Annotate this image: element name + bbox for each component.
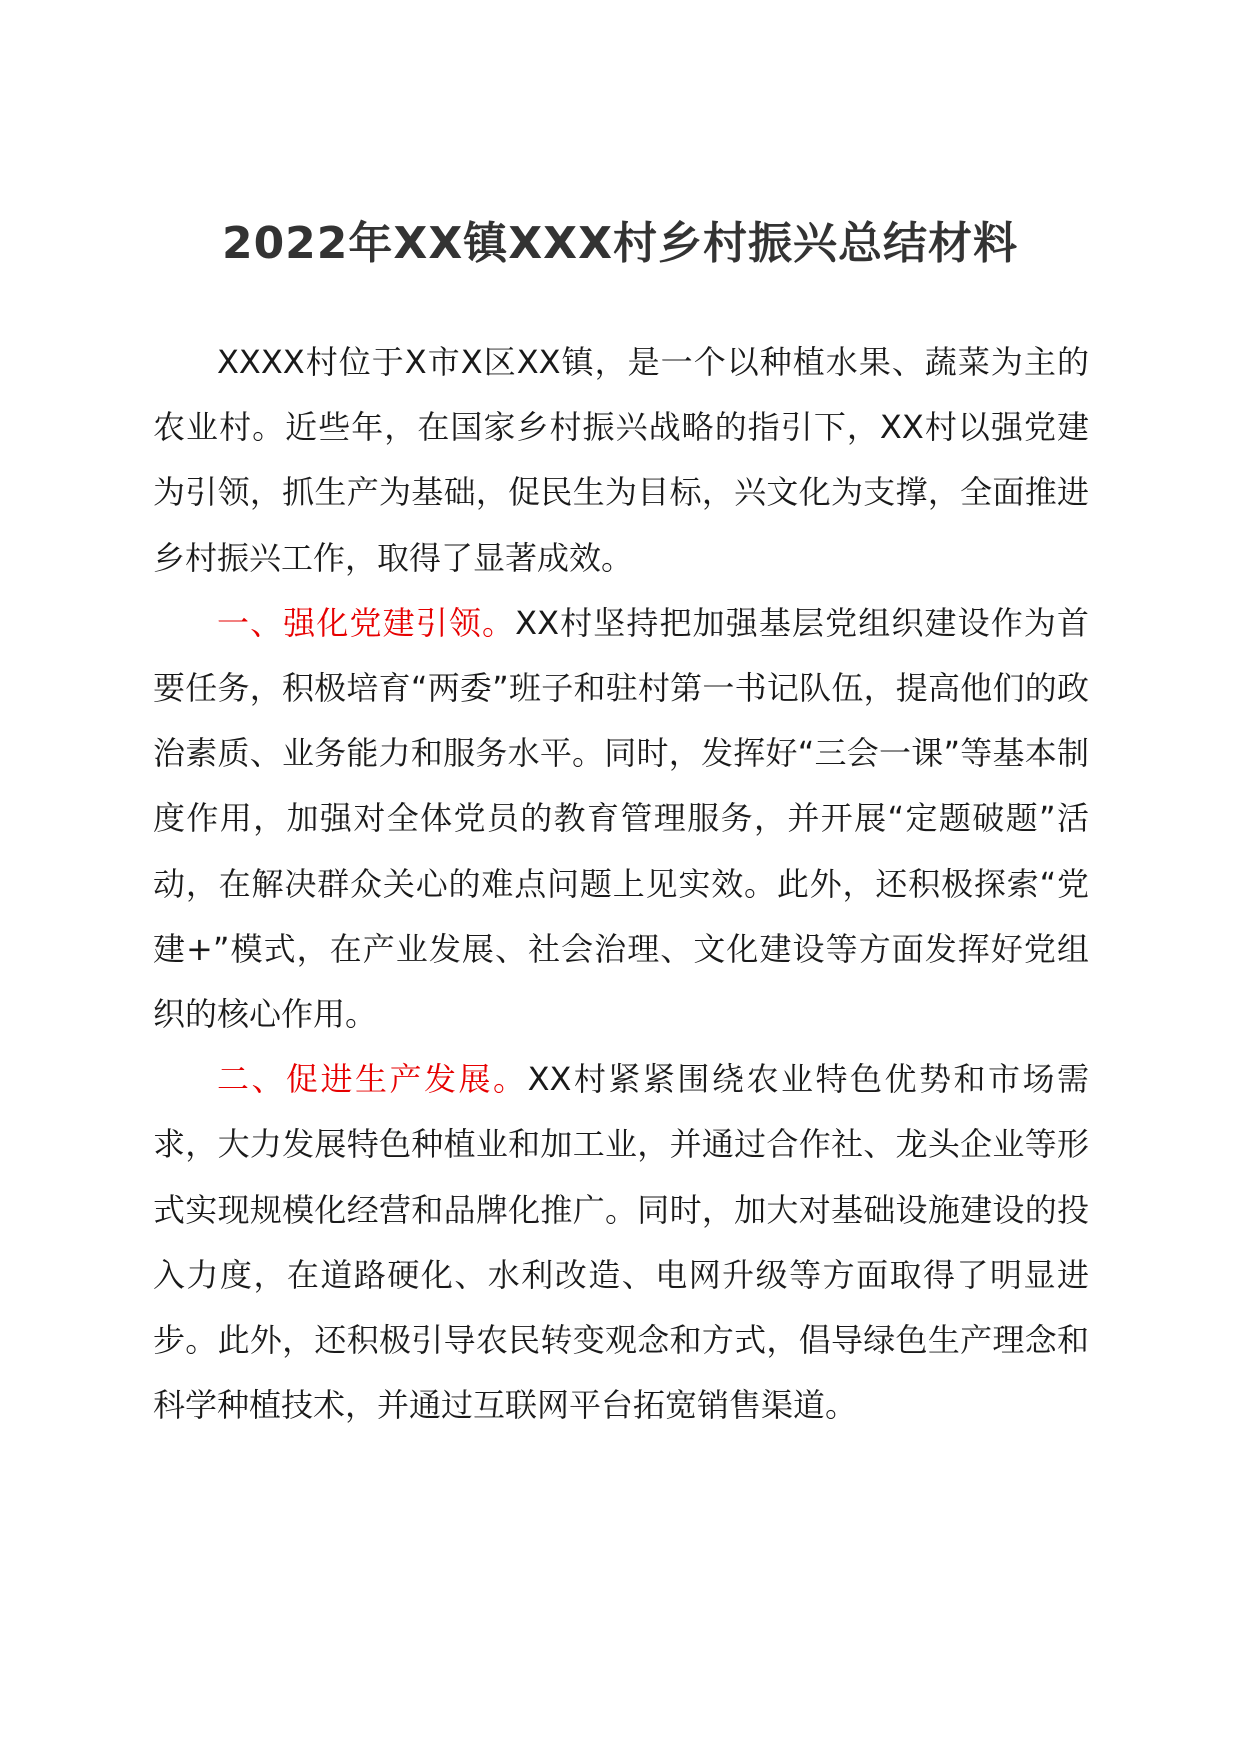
section-2-heading: 二、促进生产发展。 — [217, 1060, 528, 1099]
section-1-heading: 一、强化党建引领。 — [217, 603, 516, 642]
paragraph-intro-text: XXXX村位于X市X区XX镇，是一个以种植水果、蔬菜为主的农业村。近些年，在国家乡村振兴战略的指引下，XX村以强党建为引领，抓生产为基础，促民生为目标，兴文化为支撑，全面推进乡村振兴工作，取得了显著成效。 — [153, 343, 1089, 577]
paragraph-intro — [153, 330, 1089, 591]
section-2-text: XX村紧紧围绕农业特色优势和市场需求，大力发展特色种植业和加工业，并通过合作社、龙头企业等形式实现规模化经营和品牌化推广。同时，加大对基础设施建设的投入力度，在道路硬化、水利改造、电网升级等方面取得了明显进步。此外，还积极引导农民转变观念和方式，倡导绿色生产理念和科学种植技术，并通过互联网平台拓宽销售渠道。 — [153, 1060, 1089, 1425]
document-title: 2022年XX镇XXX村乡村振兴总结材料 — [221, 218, 1019, 269]
section-1-text: XX村坚持把加强基层党组织建设作为首要任务，积极培育“两委”班子和驻村第一书记队伍，提高他们的政治素质、业务能力和服务水平。同时，发挥好“三会一课”等基本制度作用，加强对全体党员的教育管理服务，并开展“定题破题”活动，在解决群众关心的难点问题上见实效。此外，还积极探索“党建+”模式，在产业发展、社会治理、文化建设等方面发挥好党组织的核心作用。 — [153, 603, 1089, 1034]
paragraph-section-1 — [153, 591, 1089, 1047]
paragraph-section-2 — [153, 1047, 1089, 1438]
document-body — [153, 330, 1089, 1438]
